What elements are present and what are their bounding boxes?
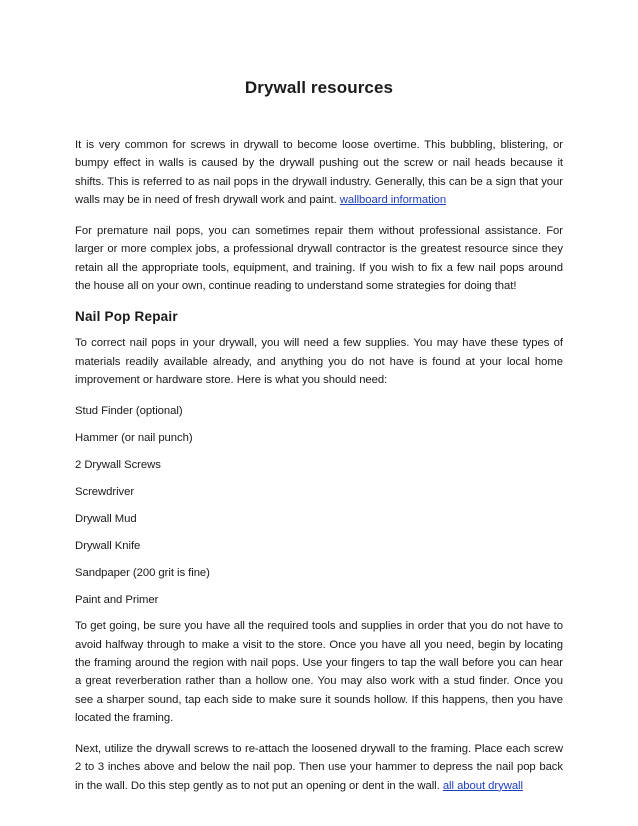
supply-item: Paint and Primer <box>75 593 159 606</box>
supply-item: 2 Drywall Screws <box>75 459 161 472</box>
document-body <box>75 136 563 808</box>
supply-item: Drywall Mud <box>75 512 137 525</box>
supply-item: Sandpaper (200 grit is fine) <box>75 566 210 579</box>
reattach-drywall-paragraph <box>75 740 563 795</box>
locating-framing-paragraph: To get going, be sure you have all the required tools and supplies in order that you do not have to avoid halfway through to make a visit to the store. Once you have all you need, begin by locating the framing around the region with nail pops. Use your fingers to tap the wall before you can hear a great reverberation rather than a hollow one. You may also work with a stud finder. Once you see a sharper sound, tap each side to make sure it sounds hollow. If this happens, then you have located the framing. <box>75 620 563 724</box>
intro-paragraph <box>75 136 563 209</box>
premature-nail-pops-paragraph: For premature nail pops, you can sometimes repair them without professional assistance. For larger or more complex jobs, a professional drywall contractor is the greatest resource since they retain all the appropriate tools, equipment, and training. If you wish to fix a few nail pops around the house all on your own, continue reading to understand some strategies for doing that! <box>75 225 563 293</box>
intro-text: It is very common for screws in drywall to become loose overtime. This bubbling, blistering, or bumpy effect in walls is caused by the drywall pushing out the screw or nail heads because it shifts. This is referred to as nail pops in the drywall industry. Generally, this can be a sign that your walls may be in need of fresh drywall work and paint. <box>75 139 563 206</box>
supplies-list <box>75 402 563 609</box>
supplies-intro-paragraph: To correct nail pops in your drywall, you will need a few supplies. You may have these types of materials readily available already, and anything you do not have is found at your local home improvement or hardware store. Here is what you should need: <box>75 337 563 386</box>
section-heading-nail-pop-repair: Nail Pop Repair <box>75 309 178 325</box>
supply-item: Hammer (or nail punch) <box>75 432 193 445</box>
supply-item: Stud Finder (optional) <box>75 405 183 418</box>
page-title: Drywall resources <box>244 78 394 97</box>
wallboard-information-link[interactable]: wallboard information <box>339 193 447 206</box>
all-about-drywall-link[interactable]: all about drywall <box>442 779 523 792</box>
supply-item: Drywall Knife <box>75 539 141 552</box>
supply-item: Screwdriver <box>75 485 135 498</box>
reattach-text: Next, utilize the drywall screws to re-attach the loosened drywall to the framing. Place each screw 2 to 3 inches above and below the nail pop. Then use your hammer to depress the nail pop back in the wall. Do this step gently as to not put an opening or dent in the wall. <box>75 743 563 792</box>
